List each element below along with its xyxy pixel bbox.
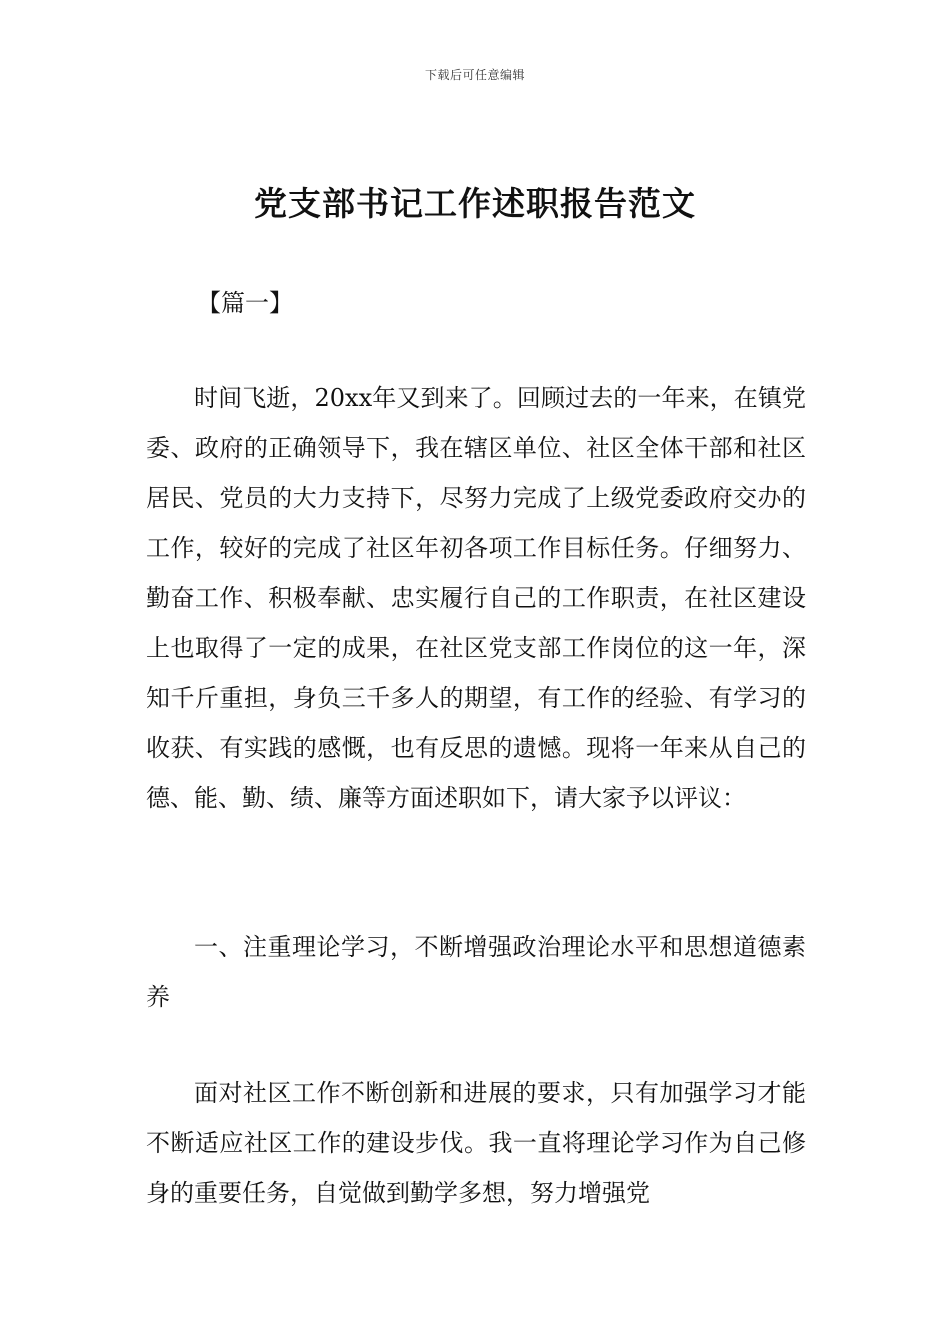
intro-paragraph: 时间飞逝，20xx年又到来了。回顾过去的一年来，在镇党委、政府的正确领导下，我在辖区单位、社区全体干部和社区居民、党员的大力支持下，尽努力完成了上级党委政府交办的工作，较好的完成了社区年初各项工作目标任务。仔细努力、勤奋工作、积极奉献、忠实履行自己的工作职责，在社区建设上也取得了一定的成果，在社区党支部工作岗位的这一年，深知千斤重担，身负三千多人的期望，有工作的经验、有学习的收获、有实践的感慨，也有反思的遗憾。现将一年来从自己的德、能、勤、绩、廉等方面述职如下，请大家予以评议：	[146, 384, 806, 812]
study-paragraph: 面对社区工作不断创新和进展的要求，只有加强学习才能不断适应社区工作的建设步伐。我一直将理论学习作为自己修身的重要任务，自觉做到勤学多想，努力增强党	[146, 1079, 806, 1207]
section-heading-1: 一、注重理论学习，不断增强政治理论水平和思想道德素养	[146, 933, 806, 1011]
document-title: 党支部书记工作述职报告范文	[254, 184, 696, 223]
section-label: 【篇一】	[197, 289, 293, 317]
header-note: 下载后可任意编辑	[424, 68, 525, 82]
